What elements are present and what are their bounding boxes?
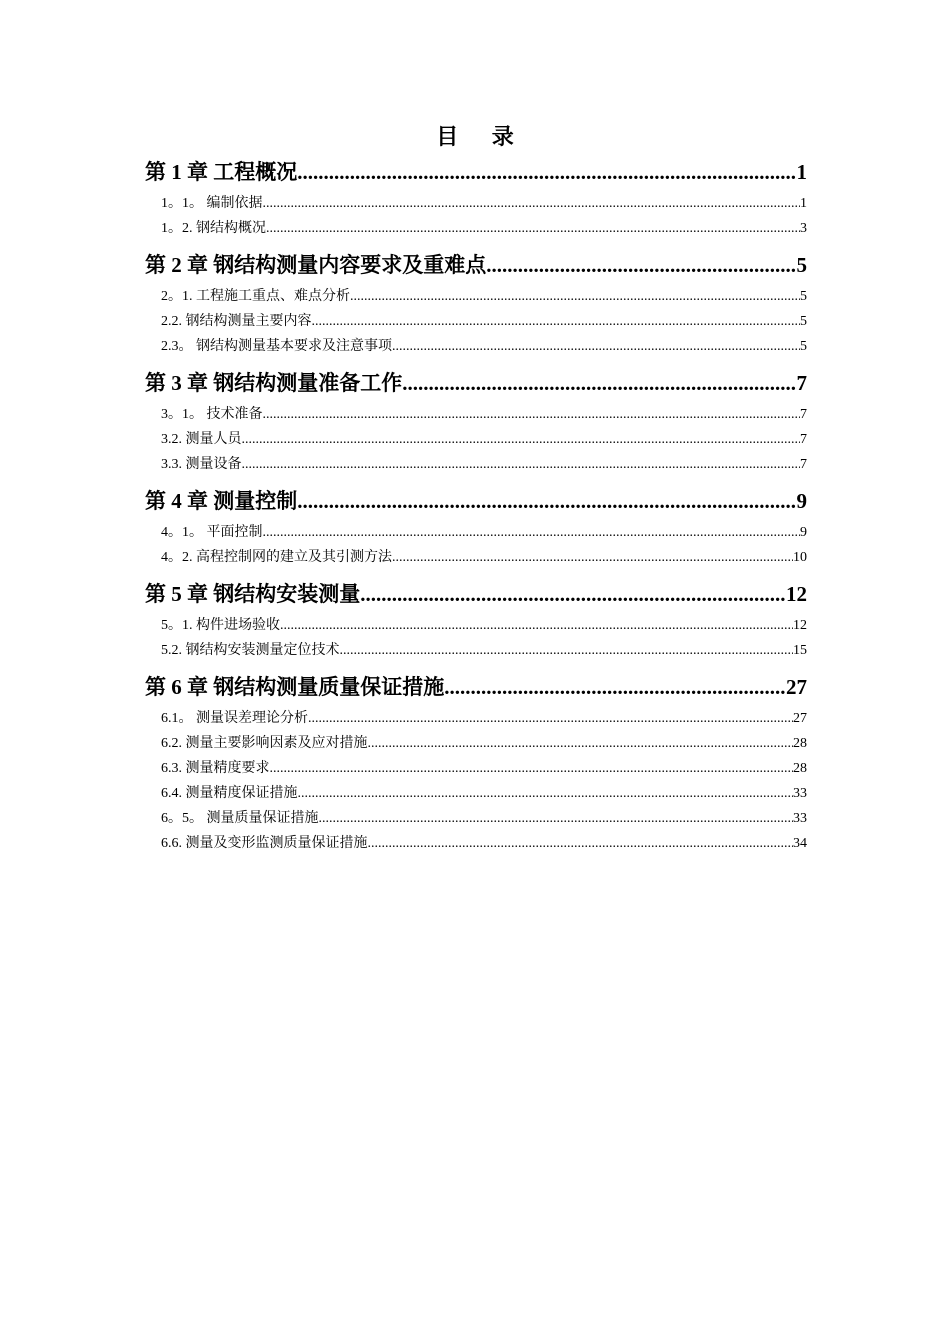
chapter-label: 第 5 章 钢结构安装测量 (145, 582, 361, 606)
section-label: 2.3。 钢结构测量基本要求及注意事项 (161, 339, 392, 354)
section-label: 2。1. 工程施工重点、难点分析 (161, 289, 350, 304)
section-page-number: 9 (800, 525, 807, 540)
section-page-number: 27 (793, 711, 807, 726)
chapter-page-number: 9 (796, 489, 807, 513)
dot-leader (263, 402, 801, 427)
section-page-number: 1 (800, 196, 807, 211)
dot-leader (308, 706, 793, 731)
toc-section-entry[interactable] (145, 756, 807, 781)
section-label: 1。1。 编制依据 (161, 196, 263, 211)
dot-leader (297, 482, 796, 520)
dot-leader (340, 638, 794, 663)
dot-leader (392, 334, 800, 359)
section-page-number: 12 (793, 618, 807, 633)
dot-leader (263, 520, 801, 545)
toc-chapter-entry[interactable] (145, 246, 807, 284)
toc-chapter-entry[interactable] (145, 153, 807, 191)
dot-leader (242, 452, 801, 477)
section-page-number: 7 (800, 432, 807, 447)
toc-chapter-1 (145, 153, 807, 241)
dot-leader (263, 191, 801, 216)
chapter-page-number: 12 (786, 582, 807, 606)
section-label: 3.3. 测量设备 (161, 457, 242, 472)
dot-leader (360, 575, 786, 613)
chapter-label: 第 1 章 工程概况 (145, 160, 298, 184)
section-page-number: 5 (800, 339, 807, 354)
dot-leader (444, 668, 786, 706)
toc-chapter-entry[interactable] (145, 364, 807, 402)
toc-section-entry[interactable] (145, 731, 807, 756)
section-label: 2.2. 钢结构测量主要内容 (161, 314, 312, 329)
toc-section-entry[interactable] (145, 638, 807, 663)
section-label: 6.4. 测量精度保证措施 (161, 786, 298, 801)
section-label: 6.3. 测量精度要求 (161, 761, 270, 776)
section-page-number: 7 (800, 407, 807, 422)
section-label: 4。1。 平面控制 (161, 525, 263, 540)
chapter-label: 第 2 章 钢结构测量内容要求及重难点 (145, 253, 487, 277)
toc-section-entry[interactable] (145, 427, 807, 452)
toc-chapter-6 (145, 668, 807, 856)
section-label: 6.6. 测量及变形监测质量保证措施 (161, 836, 368, 851)
chapter-page-number: 7 (796, 371, 807, 395)
chapter-page-number: 5 (796, 253, 807, 277)
dot-leader (312, 309, 801, 334)
toc-title: 目 录 (436, 124, 528, 149)
toc-section-entry[interactable] (145, 613, 807, 638)
dot-leader (280, 613, 793, 638)
toc-chapter-2 (145, 246, 807, 359)
toc-chapter-4 (145, 482, 807, 570)
toc-section-entry[interactable] (145, 191, 807, 216)
section-label: 4。2. 高程控制网的建立及其引测方法 (161, 550, 392, 565)
section-page-number: 10 (793, 550, 807, 565)
section-page-number: 15 (793, 643, 807, 658)
chapter-label: 第 6 章 钢结构测量质量保证措施 (145, 675, 445, 699)
dot-leader (270, 756, 794, 781)
chapter-label: 第 3 章 钢结构测量准备工作 (145, 371, 403, 395)
toc-section-entry[interactable] (145, 806, 807, 831)
chapter-page-number: 1 (796, 160, 807, 184)
toc-section-entry[interactable] (145, 334, 807, 359)
section-label: 6.2. 测量主要影响因素及应对措施 (161, 736, 368, 751)
section-page-number: 28 (793, 761, 807, 776)
dot-leader (319, 806, 794, 831)
toc-section-entry[interactable] (145, 520, 807, 545)
dot-leader (297, 153, 796, 191)
toc-section-entry[interactable] (145, 781, 807, 806)
toc-chapter-entry[interactable] (145, 575, 807, 613)
toc-section-entry[interactable] (145, 545, 807, 570)
toc-chapter-entry[interactable] (145, 482, 807, 520)
toc-chapter-entry[interactable] (145, 668, 807, 706)
section-page-number: 7 (800, 457, 807, 472)
dot-leader (368, 731, 794, 756)
section-page-number: 5 (800, 314, 807, 329)
dot-leader (266, 216, 800, 241)
toc-section-entry[interactable] (145, 309, 807, 334)
dot-leader (392, 545, 793, 570)
chapter-label: 第 4 章 测量控制 (145, 489, 298, 513)
section-page-number: 33 (793, 811, 807, 826)
section-label: 5。1. 构件进场验收 (161, 618, 280, 633)
section-label: 6.1。 测量误差理论分析 (161, 711, 308, 726)
section-page-number: 3 (800, 221, 807, 236)
toc-section-entry[interactable] (145, 452, 807, 477)
dot-leader (298, 781, 794, 806)
section-label: 3.2. 测量人员 (161, 432, 242, 447)
chapter-page-number: 27 (786, 675, 807, 699)
dot-leader (486, 246, 796, 284)
table-of-contents (145, 153, 807, 861)
section-page-number: 33 (793, 786, 807, 801)
toc-chapter-3 (145, 364, 807, 477)
dot-leader (402, 364, 796, 402)
toc-chapter-5 (145, 575, 807, 663)
section-label: 3。1。 技术准备 (161, 407, 263, 422)
toc-section-entry[interactable] (145, 216, 807, 241)
dot-leader (368, 831, 794, 856)
toc-section-entry[interactable] (145, 831, 807, 856)
section-page-number: 28 (793, 736, 807, 751)
toc-section-entry[interactable] (145, 284, 807, 309)
section-label: 5.2. 钢结构安装测量定位技术 (161, 643, 340, 658)
toc-section-entry[interactable] (145, 402, 807, 427)
section-label: 6。5。 测量质量保证措施 (161, 811, 319, 826)
section-page-number: 5 (800, 289, 807, 304)
section-page-number: 34 (793, 836, 807, 851)
dot-leader (350, 284, 800, 309)
dot-leader (242, 427, 801, 452)
toc-section-entry[interactable] (145, 706, 807, 731)
section-label: 1。2. 钢结构概况 (161, 221, 266, 236)
